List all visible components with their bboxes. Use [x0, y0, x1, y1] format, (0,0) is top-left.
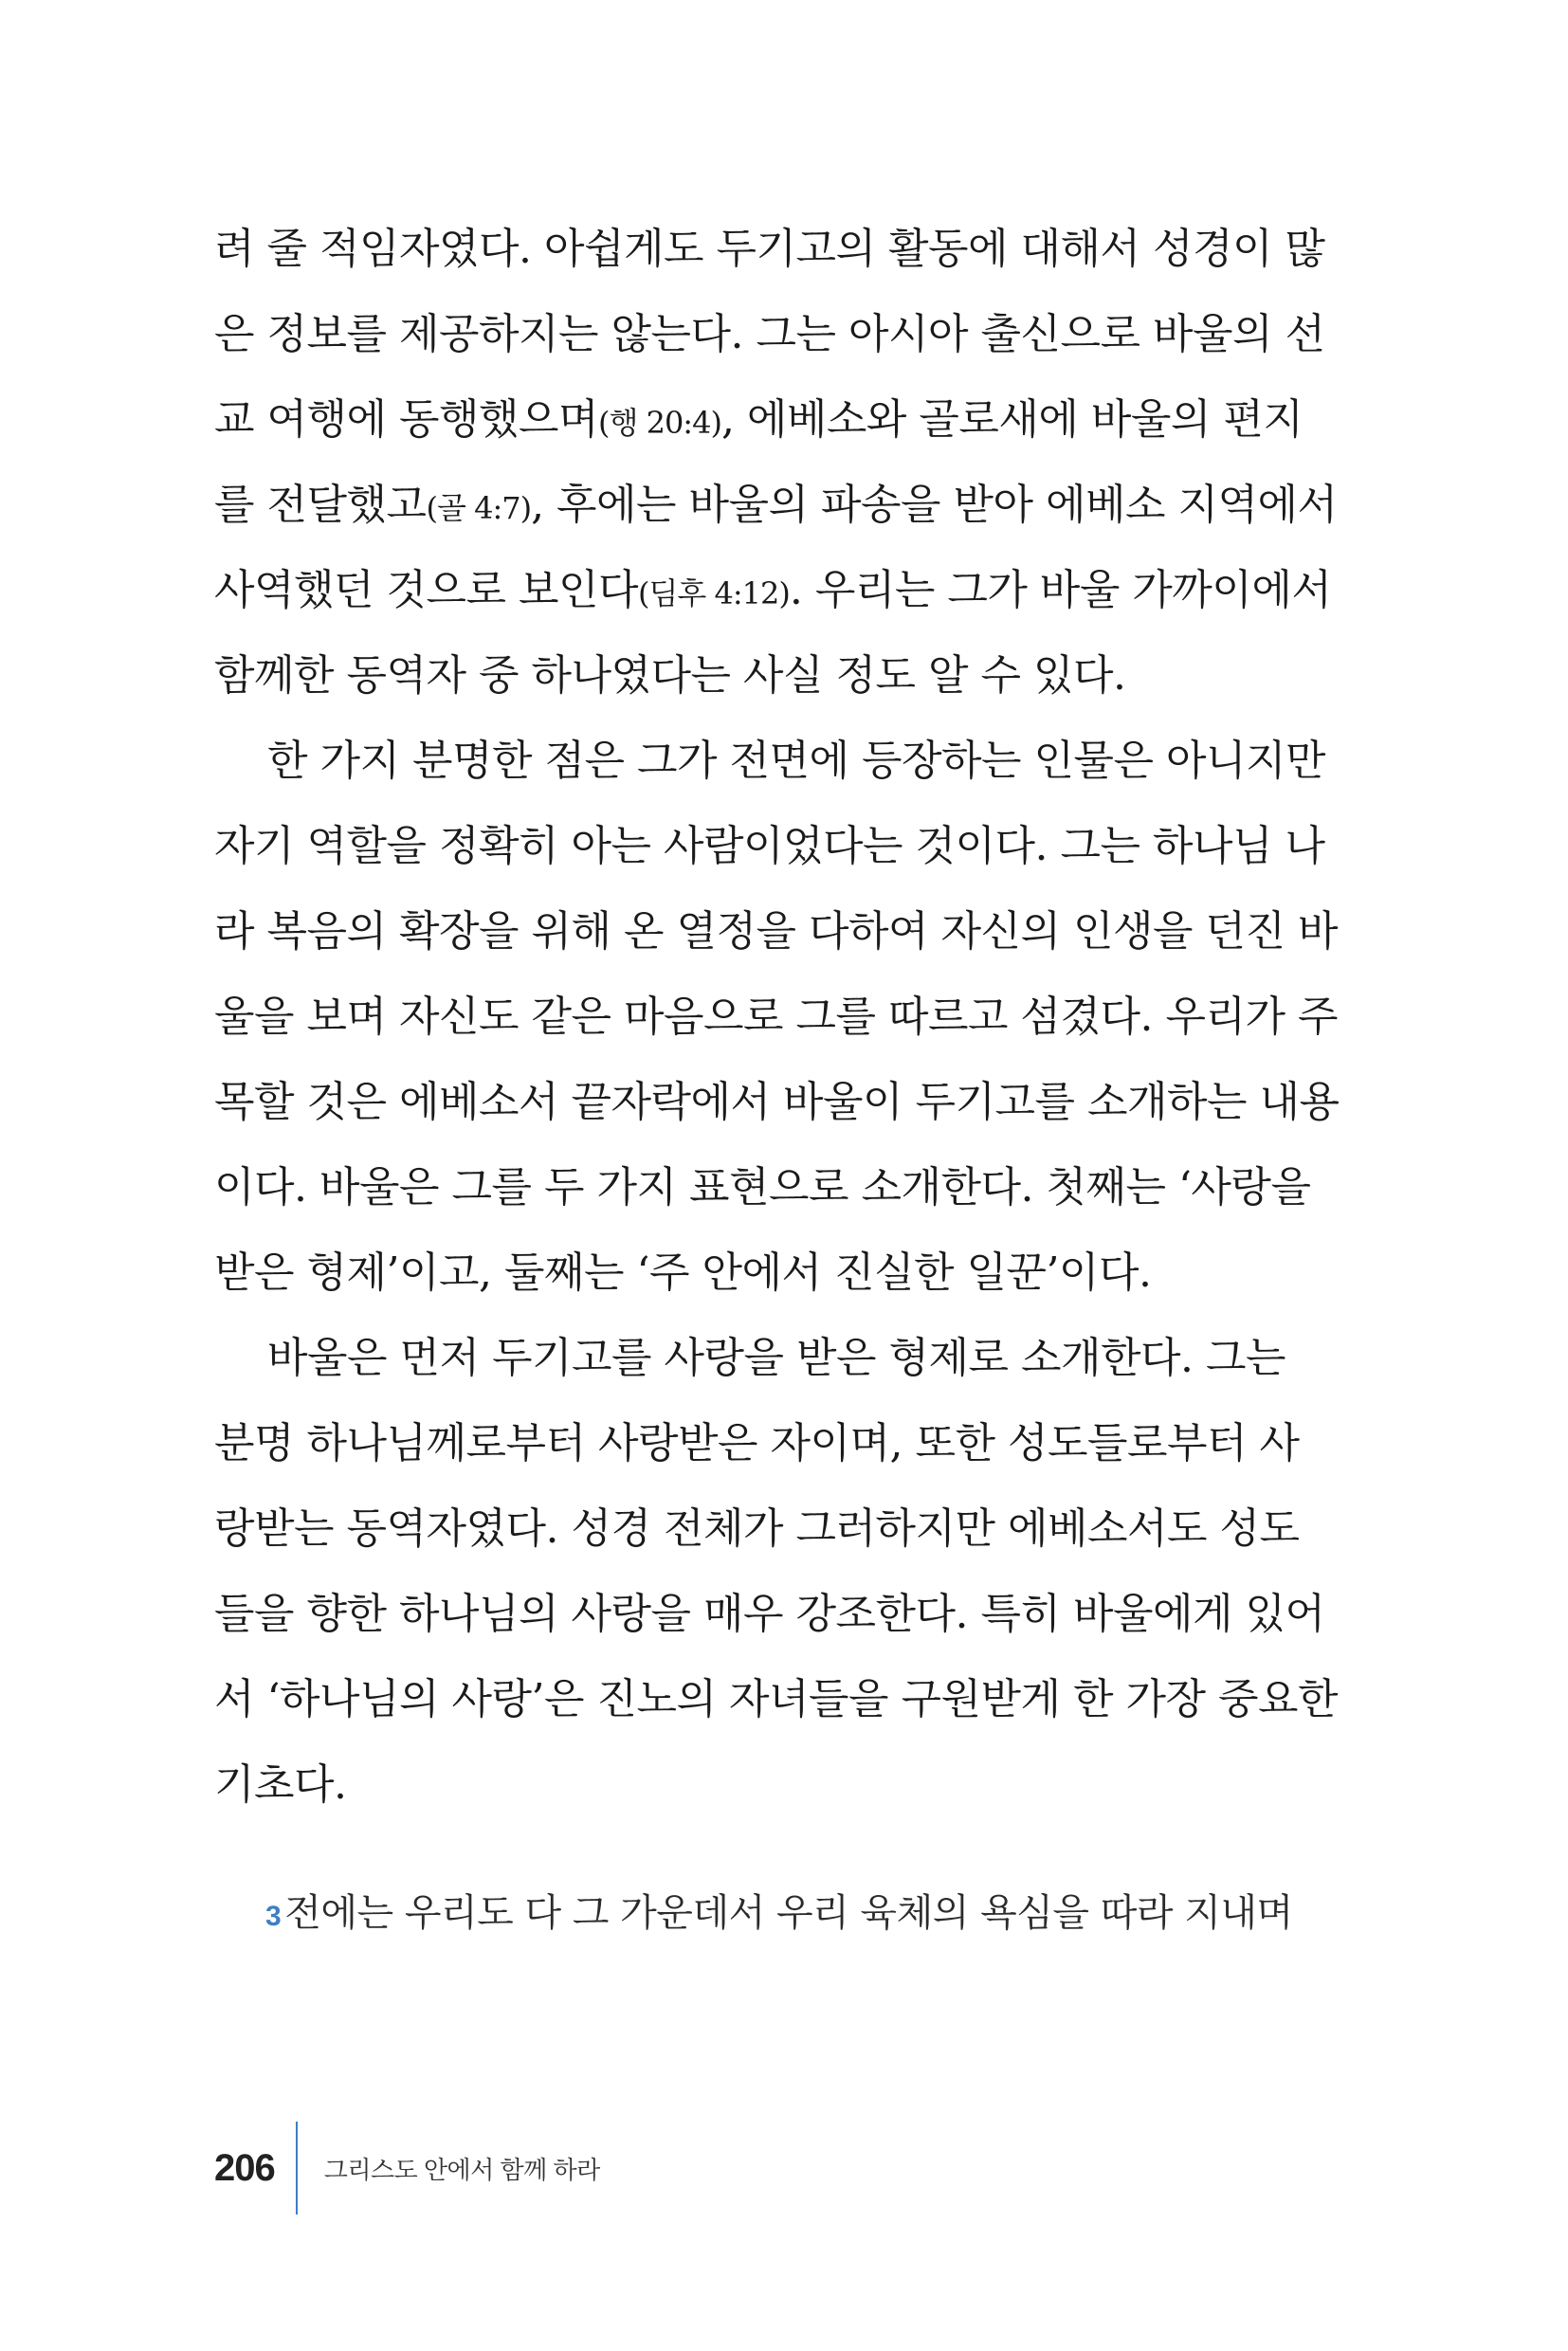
body-line: 기초다. — [214, 1760, 347, 1809]
line-text: 함께한 동역자 중 하나였다는 사실 정도 알 수 있다. — [214, 651, 1126, 700]
body-line: 들을 향한 하나님의 사랑을 매우 강조한다. 특히 바울에게 있어 — [214, 1590, 1325, 1638]
body-line: 이다. 바울은 그를 두 가지 표현으로 소개한다. 첫째는 ‘사랑을 — [214, 1163, 1311, 1212]
body-line: 받은 형제’이고, 둘째는 ‘주 안에서 진실한 일꾼’이다. — [214, 1248, 1152, 1297]
body-line — [214, 463, 1338, 548]
body-line: 울을 보며 자신도 같은 마음으로 그를 따르고 섬겼다. 우리가 주 — [214, 993, 1338, 1041]
page-number: 206 — [214, 2146, 275, 2189]
running-title: 그리스도 안에서 함께 하라 — [323, 2155, 600, 2184]
body-line: 분명 하나님께로부터 사랑받은 자이며, 또한 성도들로부터 사 — [214, 1419, 1300, 1467]
line-text: , 에베소와 골로새에 바울의 편지 — [720, 395, 1304, 444]
paragraph-2 — [214, 719, 1340, 1316]
line-text: 교 여행에 동행했으며 — [214, 395, 599, 444]
footer-divider — [296, 2122, 298, 2214]
page-body — [214, 207, 1340, 1828]
line-text: 려 줄 적임자였다. 아쉽게도 두기고의 활동에 대해서 성경이 많 — [214, 225, 1325, 273]
body-line: 목할 것은 에베소서 끝자락에서 바울이 두기고를 소개하는 내용 — [214, 1078, 1340, 1126]
line-text: 은 정보를 제공하지는 않는다. 그는 아시아 출신으로 바울의 선 — [214, 310, 1325, 358]
body-line — [214, 633, 1257, 719]
body-line — [214, 548, 1332, 633]
line-text: , 후에는 바울의 파송을 받아 에베소 지역에서 — [531, 481, 1338, 529]
body-line: 서 ‘하나님의 사랑’은 진노의 자녀들을 구원받게 한 가장 중요한 — [214, 1675, 1338, 1723]
paragraph-3 — [214, 1316, 1338, 1828]
body-line: 바울은 먼저 두기고를 사랑을 받은 형제로 소개한다. 그는 — [267, 1334, 1285, 1382]
body-line — [214, 292, 1325, 377]
verse-number: 3 — [265, 1901, 282, 1932]
scripture-reference: (행 20:4) — [598, 405, 721, 441]
line-text: . 우리는 그가 바울 가까이에서 — [789, 566, 1332, 614]
body-line: 랑받는 동역자였다. 성경 전체가 그러하지만 에베소서도 성도 — [214, 1504, 1300, 1553]
body-line — [214, 207, 1325, 292]
body-line — [214, 377, 1304, 463]
body-line: 자기 역할을 정확히 아는 사람이었다는 것이다. 그는 하나님 나 — [214, 822, 1325, 870]
body-line: 라 복음의 확장을 위해 온 열정을 다하여 자신의 인생을 던진 바 — [214, 907, 1338, 956]
paragraph-1 — [214, 207, 1338, 719]
scripture-reference: (골 4:7) — [426, 490, 532, 526]
page-footer — [214, 2122, 600, 2214]
verse-text: 전에는 우리도 다 그 가운데서 우리 육체의 욕심을 따라 지내며 — [284, 1891, 1293, 1935]
line-text: 를 전달했고 — [214, 481, 427, 529]
line-text: 사역했던 것으로 보인다 — [214, 566, 639, 614]
scripture-verse — [265, 1886, 1293, 1943]
scripture-reference: (딤후 4:12) — [638, 575, 790, 611]
body-line: 한 가지 분명한 점은 그가 전면에 등장하는 인물은 아니지만 — [267, 737, 1325, 785]
